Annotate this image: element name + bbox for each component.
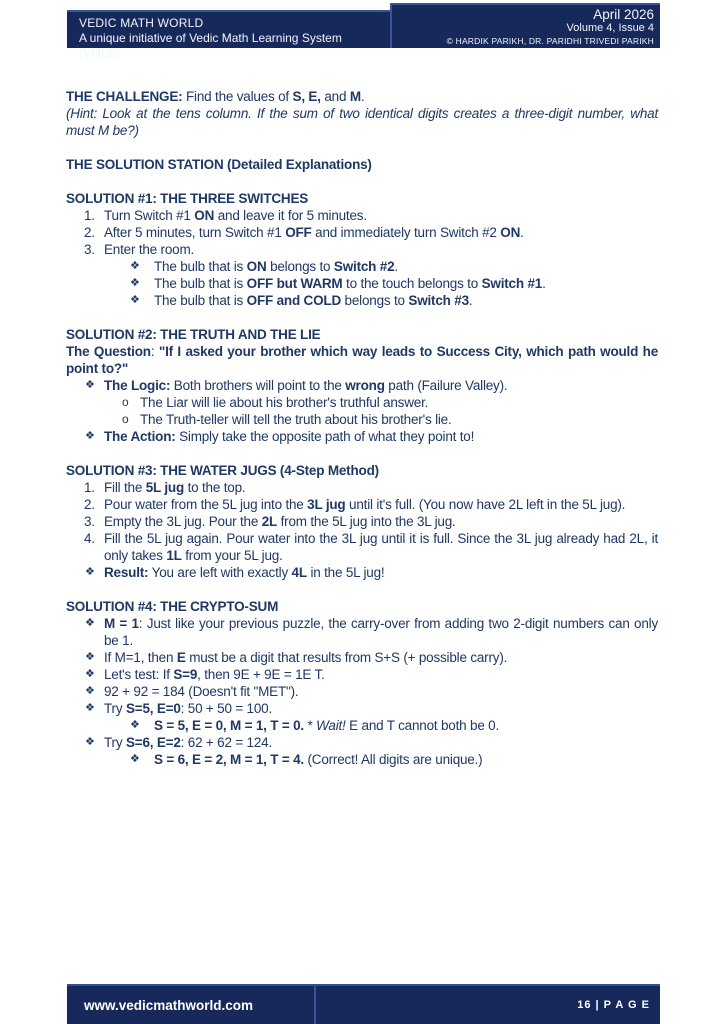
page-number: 16 | P A G E — [577, 999, 650, 1011]
text-run-group: The Action: Simply take the opposite path of what they point to! — [104, 429, 475, 444]
list-number: 3. — [84, 514, 95, 529]
text-run-group: SOLUTION #2: THE TRUTH AND THE LIE — [66, 327, 321, 342]
list-number: 4. — [84, 531, 95, 546]
brand-title: VEDIC MATH WORLD — [79, 16, 204, 30]
blank-line — [66, 139, 658, 156]
diamond-bullet-icon: ❖ — [85, 430, 95, 442]
diamond-bullet-icon: ❖ — [85, 379, 95, 391]
website-link[interactable]: www.vedicmathworld.com — [84, 997, 254, 1013]
circle-bullet-icon: o — [122, 412, 129, 426]
text-run-group: S = 6, E = 2, M = 1, T = 4. (Correct! All digits are unique.) — [154, 752, 483, 767]
issue-date: April 2026 — [593, 7, 654, 22]
diamond-bullet-icon: ❖ — [130, 719, 140, 731]
text-run-group: SOLUTION #3: THE WATER JUGS (4-Step Method) — [66, 463, 379, 478]
list-item — [66, 513, 658, 530]
diamond-bullet-icon: ❖ — [85, 668, 95, 680]
text-run-group: The Logic: Both brothers will point to the wrong path (Failure Valley). — [104, 378, 508, 393]
text-run-group: The Question: "If I asked your brother which way leads to Success City, which path would he point to?" — [66, 344, 658, 376]
list-item — [66, 377, 658, 394]
text-run-group: (Hint: Look at the tens column. If the sum of two identical digits creates a three-digit number, what must M be?) — [66, 106, 658, 138]
blank-line — [66, 581, 658, 598]
diamond-bullet-icon: ❖ — [85, 651, 95, 663]
solution-2-question — [66, 343, 658, 377]
text-run-group: Result: You are left with exactly 4L in the 5L jug! — [104, 565, 385, 580]
issue-info: Volume 4, Issue 4 — [566, 22, 654, 34]
list-item — [66, 224, 658, 241]
circle-bullet-icon: o — [122, 395, 129, 409]
text-run-group: Turn Switch #1 ON and leave it for 5 minutes. — [104, 208, 367, 223]
list-item — [66, 666, 658, 683]
text-run-group: THE CHALLENGE: Find the values of S, E, and M. — [66, 89, 365, 104]
diamond-bullet-icon: ❖ — [130, 753, 140, 765]
diamond-bullet-icon: ❖ — [85, 736, 95, 748]
list-item — [66, 292, 658, 309]
list-item — [66, 394, 658, 411]
text-run-group: The bulb that is OFF and COLD belongs to Switch #3. — [154, 293, 473, 308]
solution-station-title — [66, 156, 658, 173]
text-run-group: The Liar will lie about his brother's truthful answer. — [140, 395, 429, 410]
text-run-group: Fill the 5L jug to the top. — [104, 480, 246, 495]
solution-2-title — [66, 326, 658, 343]
list-item — [66, 615, 658, 649]
list-item — [66, 717, 658, 734]
text-run-group: M = 1: Just like your previous puzzle, the carry-over from adding two 2-digit numbers can only be 1. — [104, 616, 659, 648]
text-run-group: The bulb that is ON belongs to Switch #2. — [154, 259, 398, 274]
diamond-bullet-icon: ❖ — [85, 617, 95, 629]
diamond-bullet-icon: ❖ — [130, 260, 140, 272]
blank-line — [66, 445, 658, 462]
diamond-bullet-icon: ❖ — [85, 702, 95, 714]
newsletter-header — [67, 3, 660, 60]
list-item — [66, 207, 658, 224]
list-number: 3. — [84, 242, 95, 257]
solution-3-title — [66, 462, 658, 479]
text-run-group: SOLUTION #4: THE CRYPTO-SUM — [66, 599, 279, 614]
text-run-group: Let's test: If S=9, then 9E + 9E = 1E T. — [104, 667, 325, 682]
solution-4-title — [66, 598, 658, 615]
list-number: 1. — [84, 208, 95, 223]
list-item — [66, 241, 658, 258]
list-item — [66, 751, 658, 768]
list-number: 2. — [84, 225, 95, 240]
text-run-group: The bulb that is OFF but WARM to the touch belongs to Switch #1. — [154, 276, 546, 291]
diamond-bullet-icon: ❖ — [130, 294, 140, 306]
challenge-hint — [66, 105, 658, 139]
text-run-group: Empty the 3L jug. Pour the 2L from the 5L jug into the 3L jug. — [104, 514, 456, 529]
footer-website-cell — [67, 986, 316, 1024]
list-item — [66, 564, 658, 581]
list-item — [66, 258, 658, 275]
text-run-group: The Truth-teller will tell the truth about his brother's lie. — [140, 412, 452, 427]
text-run-group: Fill the 5L jug again. Pour water into the 3L jug until it is full. Since the 3L jug already had 2L, it only takes 1L from your 5L jug. — [104, 531, 658, 563]
text-run-group: S = 5, E = 0, M = 1, T = 0. * Wait! E and T cannot both be 0. — [154, 718, 500, 733]
brand-subtitle: A unique initiative of Vedic Math Learning System (VMLS) — [79, 31, 342, 60]
list-item — [66, 479, 658, 496]
document-body — [66, 88, 658, 768]
text-run-group: 92 + 92 = 184 (Doesn't fit "MET"). — [104, 684, 299, 699]
challenge-line — [66, 88, 658, 105]
list-item — [66, 428, 658, 445]
list-number: 1. — [84, 480, 95, 495]
list-item — [66, 734, 658, 751]
list-item — [66, 700, 658, 717]
page-footer — [67, 984, 660, 1024]
list-item — [66, 683, 658, 700]
list-item — [66, 275, 658, 292]
text-run-group: After 5 minutes, turn Switch #1 OFF and immediately turn Switch #2 ON. — [104, 225, 524, 240]
list-number: 2. — [84, 497, 95, 512]
header-brand-cell — [67, 10, 390, 60]
text-run-group: Try S=5, E=0: 50 + 50 = 100. — [104, 701, 273, 716]
text-run-group: THE SOLUTION STATION (Detailed Explanations) — [66, 157, 372, 172]
text-run-group: SOLUTION #1: THE THREE SWITCHES — [66, 191, 309, 206]
text-run-group: Try S=6, E=2: 62 + 62 = 124. — [104, 735, 273, 750]
text-run-group: Enter the room. — [104, 242, 195, 257]
list-item — [66, 649, 658, 666]
text-run-group: Pour water from the 5L jug into the 3L jug until it's full. (You now have 2L left in the 5L jug). — [104, 497, 626, 512]
solution-1-title — [66, 190, 658, 207]
text-run-group: If M=1, then E must be a digit that results from S+S (+ possible carry). — [104, 650, 508, 665]
footer-page-cell — [316, 986, 660, 1024]
list-item — [66, 496, 658, 513]
diamond-bullet-icon: ❖ — [85, 566, 95, 578]
diamond-bullet-icon: ❖ — [130, 277, 140, 289]
blank-line — [66, 173, 658, 190]
diamond-bullet-icon: ❖ — [85, 685, 95, 697]
list-item — [66, 411, 658, 428]
list-item — [66, 530, 658, 564]
blank-line — [66, 309, 658, 326]
copyright-line: © HARDIK PARIKH, DR. PARIDHI TRIVEDI PARIKH — [446, 36, 654, 46]
header-issue-cell — [390, 3, 660, 48]
